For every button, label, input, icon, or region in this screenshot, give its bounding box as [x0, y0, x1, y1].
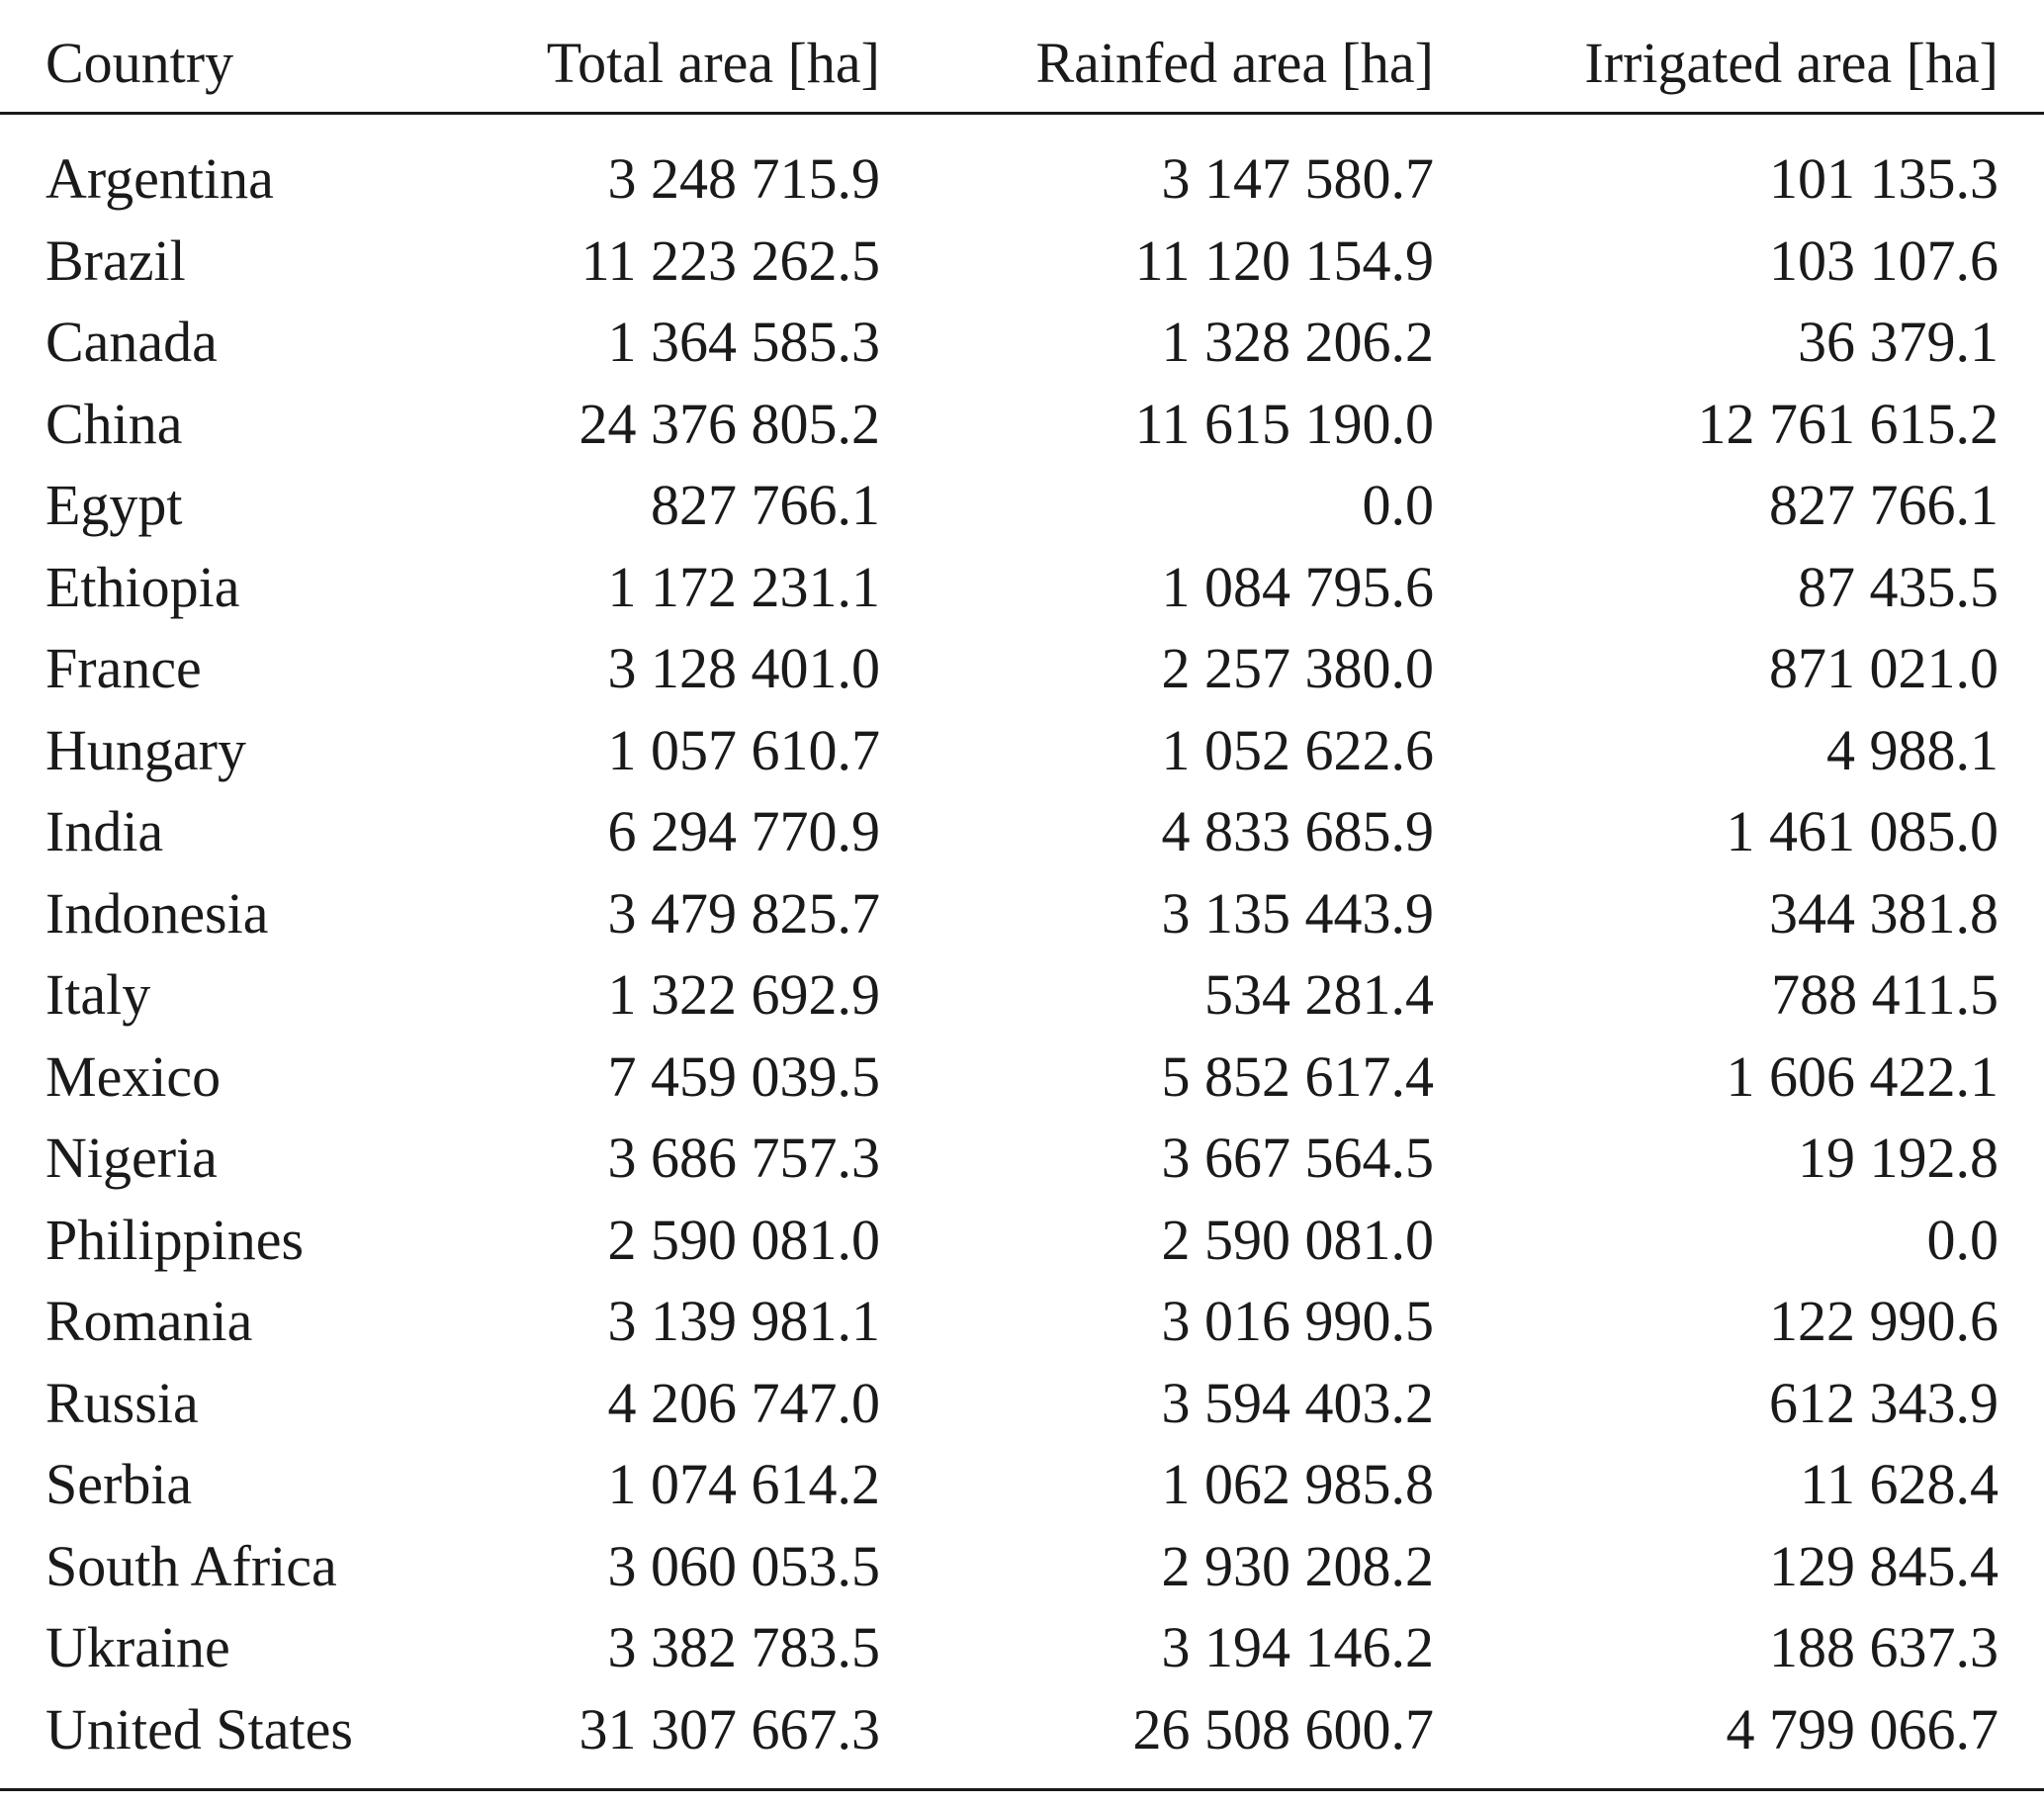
- table-row: [0, 1607, 2044, 1689]
- total-area-cell: 3 128 401.0: [607, 636, 880, 701]
- rainfed-area-cell: 2 257 380.0: [1161, 636, 1434, 701]
- table-row: [0, 710, 2044, 792]
- table-row: [0, 628, 2044, 710]
- rainfed-area-cell: 26 508 600.7: [880, 1689, 1434, 1790]
- table-row: [0, 1689, 2044, 1790]
- rainfed-area-cell: 3 194 146.2: [1161, 1615, 1434, 1680]
- irrigated-area-cell: 4 988.1: [1826, 717, 1999, 782]
- table-row: [0, 302, 2044, 384]
- irrigated-area-cell: 612 343.9: [1769, 1370, 1999, 1435]
- irrigated-area-cell: 103 107.6: [1769, 227, 1999, 293]
- country-area-table: [0, 14, 2044, 1791]
- country-cell: Philippines: [45, 1207, 305, 1272]
- total-area-cell: 3 139 981.1: [607, 1289, 880, 1354]
- total-area-cell: 1 172 231.1: [607, 554, 880, 619]
- total-area-cell: 1 364 585.3: [607, 310, 880, 375]
- table-row: [0, 465, 2044, 547]
- irrigated-area-cell: 11 628.4: [1800, 1452, 1999, 1517]
- table-row: [0, 791, 2044, 873]
- table-row: [0, 1363, 2044, 1445]
- irrigated-area-cell: 101 135.3: [1769, 146, 1999, 212]
- table-row: [0, 873, 2044, 955]
- total-area-cell: 3 248 715.9: [607, 146, 880, 212]
- total-area-cell: 31 307 667.3: [425, 1689, 880, 1790]
- rainfed-area-cell: 3 147 580.7: [1161, 146, 1434, 212]
- irrigated-area-cell: 1 461 085.0: [1726, 799, 1999, 864]
- rainfed-area-cell: 1 084 795.6: [1161, 554, 1434, 619]
- irrigated-area-cell: 788 411.5: [1771, 962, 1999, 1028]
- table-body: [0, 114, 2044, 1790]
- table-row: [0, 1118, 2044, 1200]
- irrigated-area-cell: 871 021.0: [1769, 636, 1999, 701]
- irrigated-area-cell: 129 845.4: [1769, 1533, 1999, 1598]
- country-cell: Canada: [45, 310, 218, 375]
- country-cell: Hungary: [45, 717, 246, 782]
- column-header-country: Country: [0, 14, 425, 114]
- column-header-irrigated-area: Irrigated area [ha]: [1434, 14, 2044, 114]
- table-row: [0, 1526, 2044, 1608]
- country-cell: Serbia: [45, 1452, 193, 1517]
- rainfed-area-cell: 11 615 190.0: [1134, 391, 1434, 456]
- country-cell: Egypt: [45, 473, 183, 538]
- irrigated-area-cell: 4 799 066.7: [1434, 1689, 2044, 1790]
- total-area-cell: 1 074 614.2: [607, 1452, 880, 1517]
- total-area-cell: 2 590 081.0: [607, 1207, 880, 1272]
- table-row: [0, 1200, 2044, 1282]
- table-header: [0, 14, 2044, 114]
- country-cell: Brazil: [45, 227, 186, 293]
- country-cell: Romania: [45, 1289, 253, 1354]
- table-row: [0, 384, 2044, 466]
- rainfed-area-cell: 5 852 617.4: [1161, 1043, 1434, 1109]
- total-area-cell: 24 376 805.2: [578, 391, 880, 456]
- total-area-cell: 3 060 053.5: [607, 1533, 880, 1598]
- country-cell: Indonesia: [45, 880, 269, 946]
- irrigated-area-cell: 188 637.3: [1769, 1615, 1999, 1680]
- table-row: [0, 1281, 2044, 1363]
- rainfed-area-cell: 4 833 685.9: [1161, 799, 1434, 864]
- rainfed-area-cell: 3 016 990.5: [1161, 1289, 1434, 1354]
- table-row: [0, 1444, 2044, 1526]
- country-cell: Ethiopia: [45, 554, 240, 619]
- table-row: [0, 114, 2044, 221]
- rainfed-area-cell: 3 667 564.5: [1161, 1126, 1434, 1191]
- column-header-rainfed-area: Rainfed area [ha]: [880, 14, 1434, 114]
- country-cell: Mexico: [45, 1043, 222, 1109]
- country-cell: Italy: [45, 962, 151, 1028]
- country-cell: Ukraine: [45, 1615, 230, 1680]
- header-row: [0, 14, 2044, 114]
- total-area-cell: 1 322 692.9: [607, 962, 880, 1028]
- irrigated-area-cell: 0.0: [1926, 1207, 1999, 1272]
- table-row: [0, 547, 2044, 629]
- total-area-cell: 6 294 770.9: [607, 799, 880, 864]
- irrigated-area-cell: 36 379.1: [1798, 310, 1999, 375]
- table-row: [0, 221, 2044, 303]
- table-row: [0, 954, 2044, 1037]
- column-header-total-area: Total area [ha]: [425, 14, 880, 114]
- rainfed-area-cell: 1 052 622.6: [1161, 717, 1434, 782]
- rainfed-area-cell: 0.0: [1362, 473, 1434, 538]
- rainfed-area-cell: 2 590 081.0: [1161, 1207, 1434, 1272]
- country-cell: China: [45, 391, 183, 456]
- country-cell: Russia: [45, 1370, 199, 1435]
- total-area-cell: 11 223 262.5: [580, 227, 880, 293]
- rainfed-area-cell: 2 930 208.2: [1161, 1533, 1434, 1598]
- irrigated-area-cell: 12 761 615.2: [1697, 391, 1999, 456]
- irrigated-area-cell: 87 435.5: [1798, 554, 1999, 619]
- rainfed-area-cell: 11 120 154.9: [1134, 227, 1434, 293]
- total-area-cell: 3 686 757.3: [607, 1126, 880, 1191]
- country-cell: France: [45, 636, 202, 701]
- table-row: [0, 1037, 2044, 1119]
- irrigated-area-cell: 827 766.1: [1769, 473, 1999, 538]
- country-cell: South Africa: [45, 1533, 337, 1598]
- country-cell: Argentina: [45, 146, 274, 212]
- rainfed-area-cell: 1 328 206.2: [1161, 310, 1434, 375]
- country-cell: United States: [0, 1689, 425, 1790]
- total-area-cell: 827 766.1: [651, 473, 880, 538]
- irrigated-area-cell: 19 192.8: [1798, 1126, 1999, 1191]
- total-area-cell: 3 479 825.7: [607, 880, 880, 946]
- irrigated-area-cell: 122 990.6: [1769, 1289, 1999, 1354]
- rainfed-area-cell: 1 062 985.8: [1161, 1452, 1434, 1517]
- irrigated-area-cell: 1 606 422.1: [1726, 1043, 1999, 1109]
- irrigated-area-cell: 344 381.8: [1769, 880, 1999, 946]
- rainfed-area-cell: 3 594 403.2: [1161, 1370, 1434, 1435]
- country-cell: Nigeria: [45, 1126, 218, 1191]
- total-area-cell: 1 057 610.7: [607, 717, 880, 782]
- total-area-cell: 7 459 039.5: [607, 1043, 880, 1109]
- total-area-cell: 4 206 747.0: [607, 1370, 880, 1435]
- country-cell: India: [45, 799, 164, 864]
- rainfed-area-cell: 3 135 443.9: [1161, 880, 1434, 946]
- rainfed-area-cell: 534 281.4: [1204, 962, 1434, 1028]
- total-area-cell: 3 382 783.5: [607, 1615, 880, 1680]
